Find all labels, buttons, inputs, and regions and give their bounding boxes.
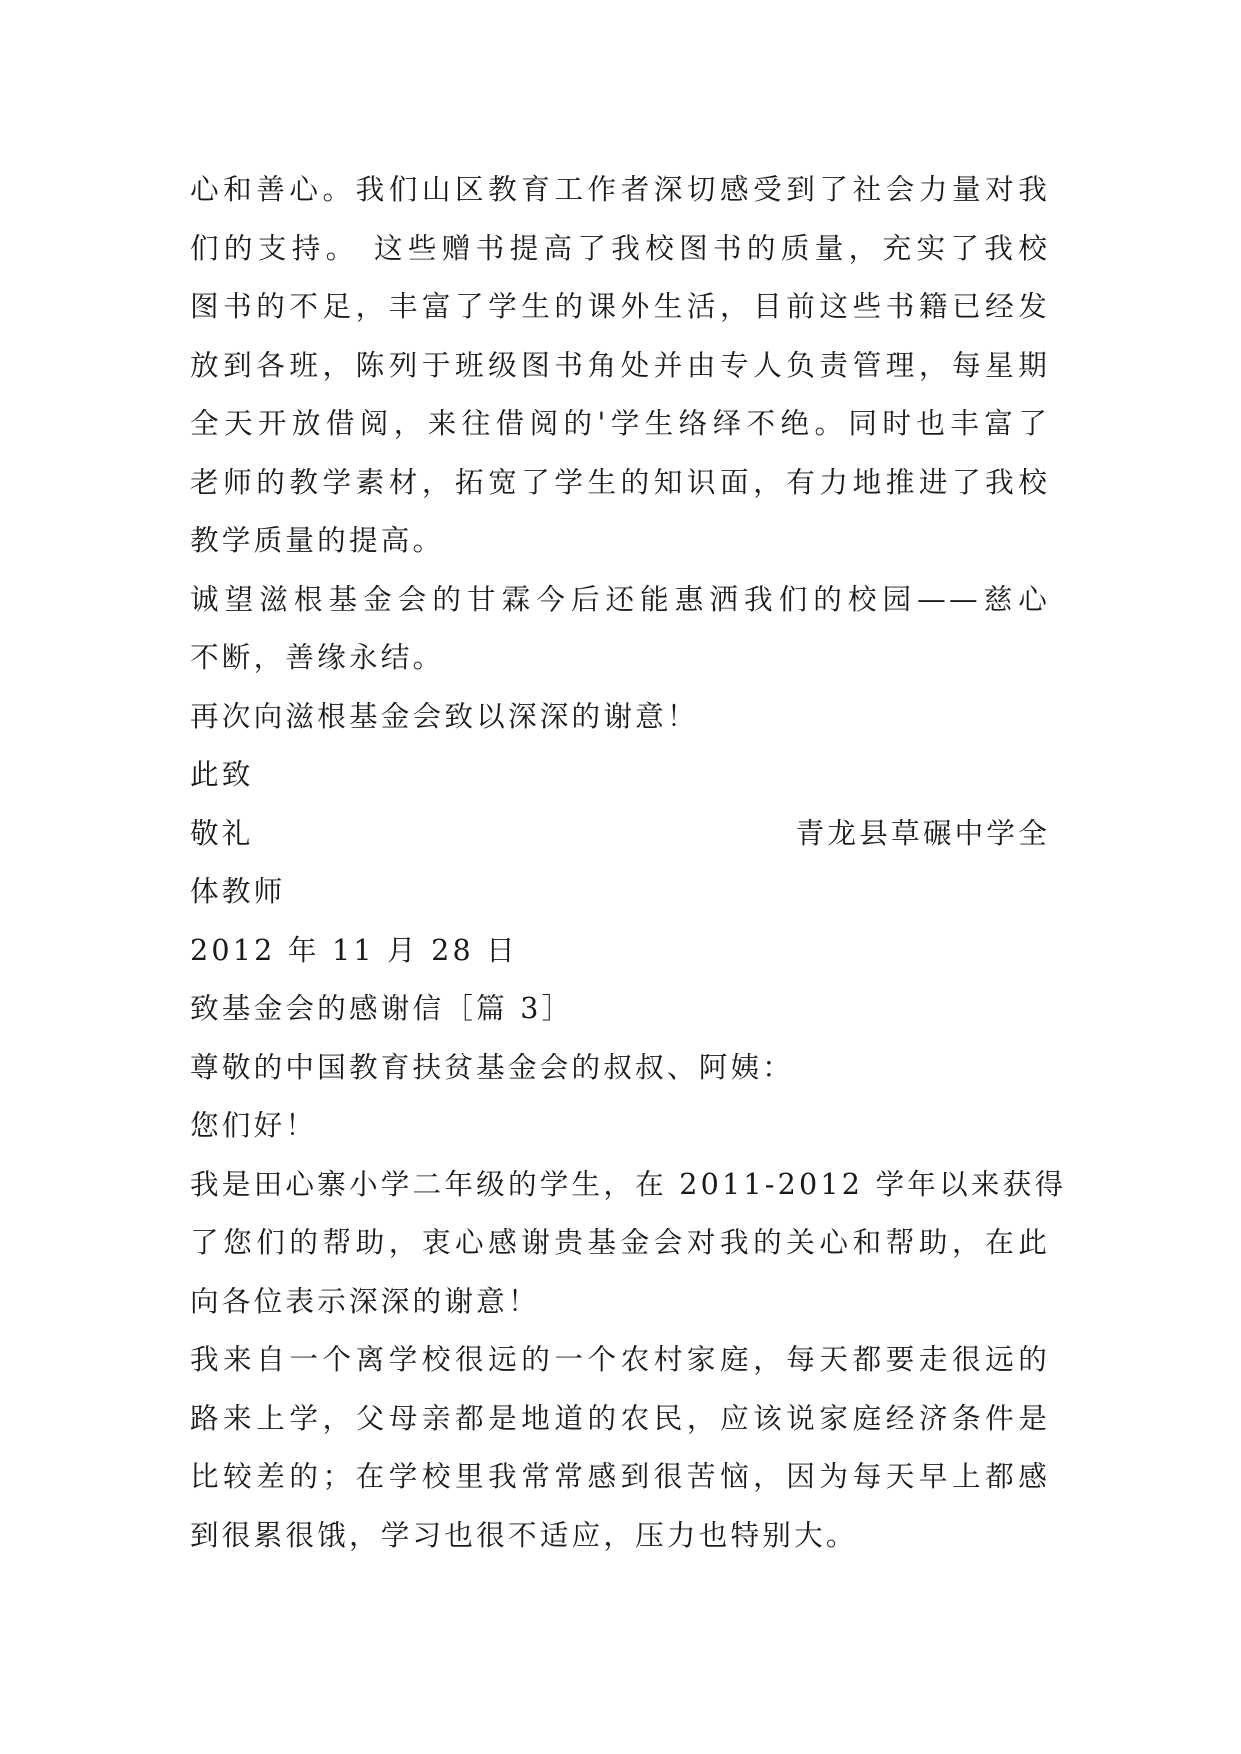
section-heading: 致基金会的感谢信［篇 3］ xyxy=(190,991,574,1025)
paragraph-line: 全天开放借阅，来往借阅的'学生络绎不绝。同时也丰富了 xyxy=(190,406,1050,440)
salutation: 敬礼 xyxy=(190,815,254,850)
paragraph-line: 老师的教学素材，拓宽了学生的知识面，有力地推进了我校 xyxy=(190,464,1050,499)
signature: 青龙县草碾中学全 xyxy=(795,815,1050,850)
paragraph-line: 了您们的帮助，衷心感谢贵基金会对我的关心和帮助，在此 xyxy=(190,1225,1050,1259)
date-line: 2012 年 11 月 28 日 xyxy=(190,932,518,967)
salutation-signature-row xyxy=(190,804,1050,863)
document-body xyxy=(190,160,1067,1564)
letter-greeting-hello: 您们好！ xyxy=(190,1108,318,1142)
paragraph-line: 们的支持。 这些赠书提高了我校图书的质量，充实了我校 xyxy=(190,230,1050,265)
signature-continued: 体教师 xyxy=(190,874,286,908)
paragraph-line: 路来上学，父母亲都是地道的农民，应该说家庭经济条件是 xyxy=(190,1400,1050,1435)
paragraph-line: 到很累很饿，学习也很不适应，压力也特别大。 xyxy=(190,1517,858,1552)
paragraph-line: 诚望滋根基金会的甘霖今后还能惠洒我们的校园——慈心 xyxy=(190,581,1050,616)
paragraph-line: 我来自一个离学校很远的一个农村家庭，每天都要走很远的 xyxy=(190,1342,1050,1376)
paragraph-line: 比较差的；在学校里我常常感到很苦恼，因为每天早上都感 xyxy=(190,1459,1050,1493)
paragraph-line: 心和善心。我们山区教育工作者深切感受到了社会力量对我 xyxy=(190,172,1050,206)
closing-line: 此致 xyxy=(190,757,254,791)
paragraph-line: 向各位表示深深的谢意！ xyxy=(190,1283,540,1318)
paragraph-line: 再次向滋根基金会致以深深的谢意！ xyxy=(190,698,699,733)
paragraph-line: 图书的不足，丰富了学生的课外生活，目前这些书籍已经发 xyxy=(190,289,1050,323)
paragraph-line: 放到各班，陈列于班级图书角处并由专人负责管理，每星期 xyxy=(190,347,1050,382)
paragraph-line: 我是田心寨小学二年级的学生，在 2011-2012 学年以来获得 xyxy=(190,1166,1067,1201)
letter-greeting: 尊敬的中国教育扶贫基金会的叔叔、阿姨： xyxy=(190,1049,795,1084)
paragraph-line: 教学质量的提高。 xyxy=(190,523,445,557)
paragraph-line: 不断，善缘永结。 xyxy=(190,640,445,674)
